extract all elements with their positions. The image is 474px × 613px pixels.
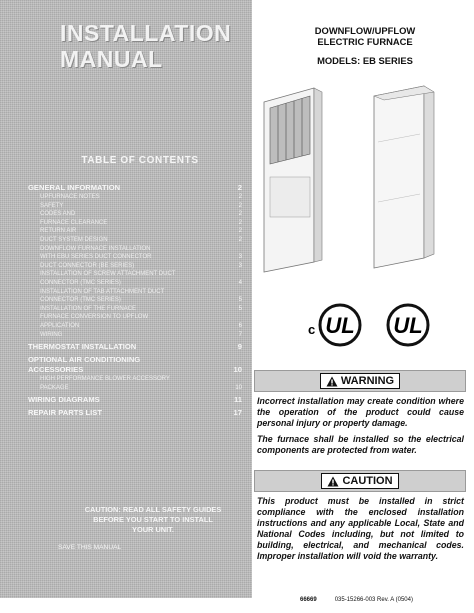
toc-entry-page: 3 [238,254,242,261]
models-line: MODELS: EB SERIES [317,55,413,66]
toc-section-row [28,355,242,375]
toc-section-row [28,395,242,405]
toc-subsection-row [28,245,242,262]
c-ul-listed-logo [308,305,360,345]
toc-entry-page: 6 [238,322,242,329]
toc-entry-label: FURNACE CLEARANCE [40,219,108,226]
svg-text:c: c [308,322,316,337]
toc-subsection-row [28,262,242,271]
caution-triangle-icon [327,476,339,487]
toc-entry-label: INSTALLATION OF TAB ATTACHMENT DUCT CONNECTOR (TMC SERIES) [40,288,165,304]
toc-section-row [28,408,242,418]
toc-entry-page: 2 [238,202,242,209]
toc-entry-label: GENERAL INFORMATION [28,183,121,192]
product-header [262,25,468,66]
caution-header [254,470,466,492]
toc-entry-page: 10 [233,365,242,375]
caution-box [254,470,466,562]
toc-subsection-row [28,313,242,330]
warning-triangle-icon [326,376,338,387]
toc-subsection-row [28,210,242,219]
toc-entry-label: FURNACE CONVERSION TO UPFLOW APPLICATION [40,314,149,329]
document-footer [300,597,470,603]
toc-subsection-row [28,375,242,392]
toc-entry-page: 10 [235,384,242,391]
certification-logos [306,300,466,350]
toc-heading: TABLE OF CONTENTS [81,155,199,166]
warning-paragraph-2: The furnace shall be installed so the electrical components are protected from water. [257,434,464,456]
read-safety-caution: CAUTION: READ ALL SAFETY GUIDES BEFORE YOU START TO INSTALL YOUR UNIT. [84,505,222,534]
svg-text:UL: UL [393,313,423,338]
footer-code: 66669 [300,597,317,603]
toc-entry-page: 9 [237,342,242,352]
warning-label: WARNING [340,375,395,387]
svg-text:UL: UL [325,313,355,338]
toc-subsection-row [28,270,242,287]
toc-entry-page: 2 [238,211,242,218]
toc-entry-label: INSTALLATION OF THE FURNACE [40,305,137,312]
table-of-contents [28,180,242,418]
toc-entry-page: 11 [233,395,242,405]
toc-entry-page: 3 [238,262,242,269]
toc-entry-page: 5 [238,297,242,304]
safety-note [58,505,248,551]
toc-entry-page: 5 [238,305,242,312]
toc-subsection-row [28,202,242,211]
toc-entry-label: DUCT SYSTEM DESIGN [40,236,108,243]
title-line-1: INSTALLATION [60,20,232,46]
toc-entry-page: 2 [238,228,242,235]
upflow-furnace-image [374,86,434,268]
warning-paragraph-1: Incorrect installation may create condition where the operation of the product could cause personal injury or property damage. [257,396,464,428]
toc-section-row [28,342,242,352]
title-line-2: MANUAL [60,46,163,72]
toc-entry-label: RETURN AIR [40,228,77,235]
toc-subsection-row [28,288,242,305]
caution-label: CAUTION [342,475,393,487]
toc-entry-label: WIRING [40,331,63,338]
manual-title [60,20,250,72]
toc-subsection-row [28,193,242,202]
toc-subsection-row [28,227,242,236]
toc-entry-label: DUCT CONNECTOR (BE SERIES) [40,262,135,269]
toc-entry-page: 2 [238,219,242,226]
product-type: DOWNFLOW/UPFLOW ELECTRIC FURNACE [314,25,416,47]
toc-entry-page: 17 [233,408,242,418]
toc-entry-page: 2 [237,183,242,192]
warning-box [254,370,466,456]
caution-text: This product must be installed in strict compliance with the enclosed installation instructions and any applicable Local, State and National Codes including, but not limited to building, electrical, and mechanical codes. Improper installation will void the warranty. [257,496,464,561]
toc-entry-label: OPTIONAL AIR CONDITIONING ACCESSORIES [28,355,141,375]
toc-entry-label: THERMOSTAT INSTALLATION [28,342,137,352]
toc-entry-label: WIRING DIAGRAMS [28,395,100,405]
toc-subsection-row [28,305,242,314]
toc-entry-page: 4 [238,279,242,286]
toc-entry-label: INSTALLATION OF SCREW ATTACHMENT DUCT CONNECTOR (TMC SERIES) [40,271,176,286]
ul-listed-logo [388,305,428,345]
warning-header [254,370,466,392]
toc-entry-label: UPFURNACE NOTES [40,194,100,200]
toc-entry-page: 2 [238,194,242,200]
toc-entry-label: REPAIR PARTS LIST [28,408,102,418]
document-number: 035-15266-003 Rev. A (0504) [334,597,413,603]
toc-subsection-row [28,331,242,340]
save-manual-note: SAVE THIS MANUAL [58,544,122,551]
toc-entry-page: 7 [238,331,242,338]
toc-entry-label: SAFETY [40,202,64,209]
toc-subsection-row [28,236,242,245]
toc-subsection-row [28,219,242,228]
toc-entry-page: 2 [238,236,242,243]
warning-text [254,392,466,456]
furnace-units-illustration [256,82,470,280]
downflow-furnace-image [264,88,322,272]
toc-entry-label: HIGH PERFORMANCE BLOWER ACCESSORY PACKAGE [40,376,170,391]
toc-entry-label: DOWNFLOW FURNACE INSTALLATION WITH EBU SERIES DUCT CONNECTOR [40,245,152,261]
toc-section-row [28,183,242,193]
toc-entry-label: CODES AND [40,211,76,218]
